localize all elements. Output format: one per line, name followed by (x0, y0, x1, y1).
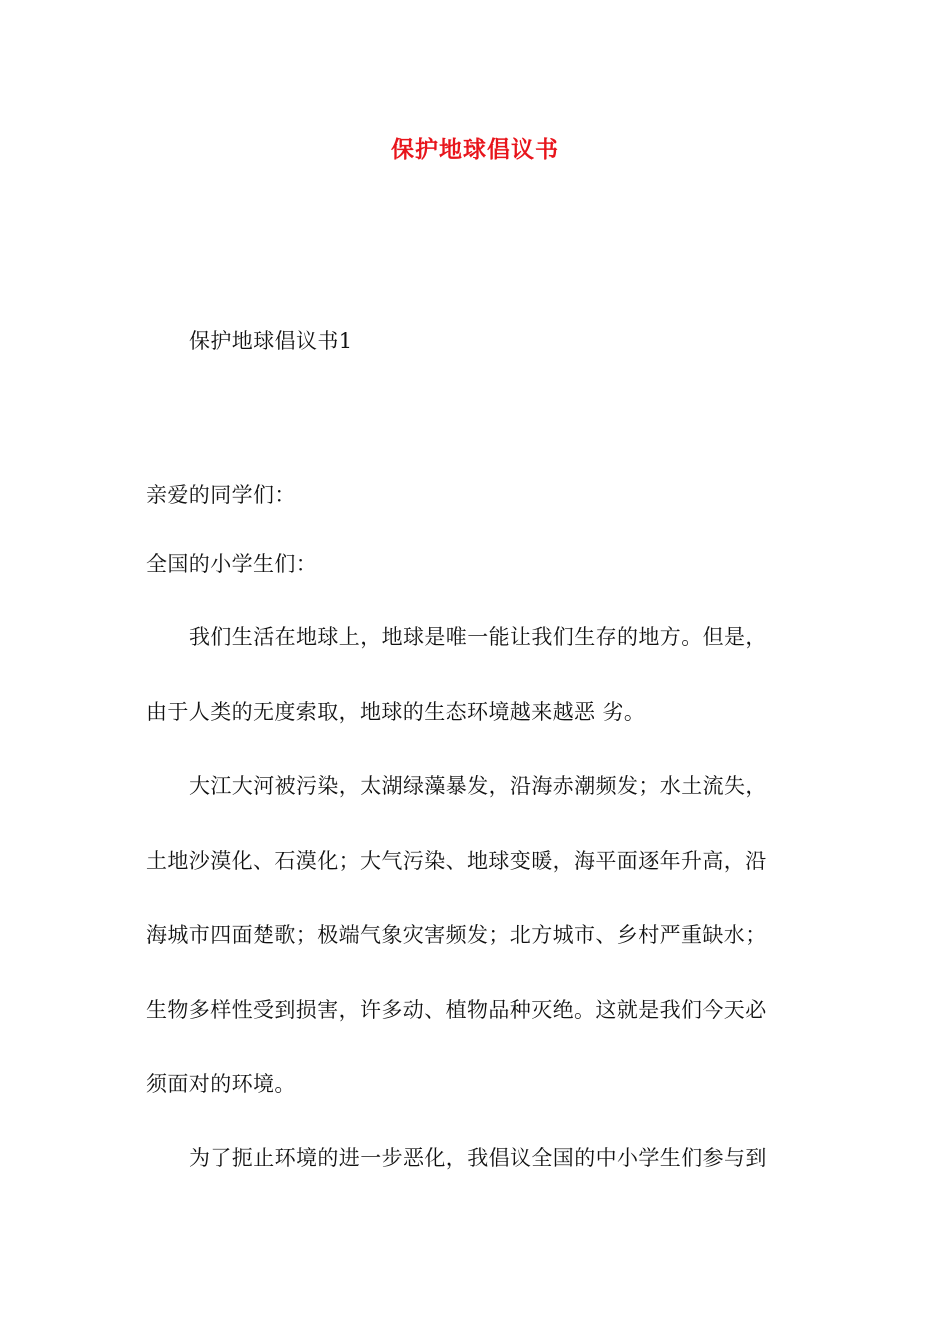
paragraph-line: 生物多样性受到损害，许多动、植物品种灭绝。这就是我们今天必 (146, 998, 767, 1022)
paragraph-line: 由于人类的无度索取，地球的生态环境越来越恶 劣。 (146, 700, 646, 724)
paragraph-line: 土地沙漠化、石漠化；大气污染、地球变暖，海平面逐年升高，沿 (146, 849, 767, 873)
document-title: 保护地球倡议书 (391, 136, 559, 163)
paragraph-line: 海城市四面楚歌；极端气象灾害频发；北方城市、乡村严重缺水； (146, 923, 767, 947)
paragraph-line: 大江大河被污染，太湖绿藻暴发，沿海赤潮频发；水土流失， (189, 774, 767, 798)
paragraph-line: 须面对的环境。 (146, 1072, 296, 1096)
section-heading: 保护地球倡议书1 (189, 329, 353, 353)
salutation-line: 全国的小学生们： (146, 552, 318, 576)
paragraph-line: 我们生活在地球上，地球是唯一能让我们生存的地方。但是， (189, 625, 767, 649)
paragraph-line: 为了扼止环境的进一步恶化，我倡议全国的中小学生们参与到 (189, 1146, 767, 1170)
salutation-line: 亲爱的同学们： (146, 483, 296, 507)
